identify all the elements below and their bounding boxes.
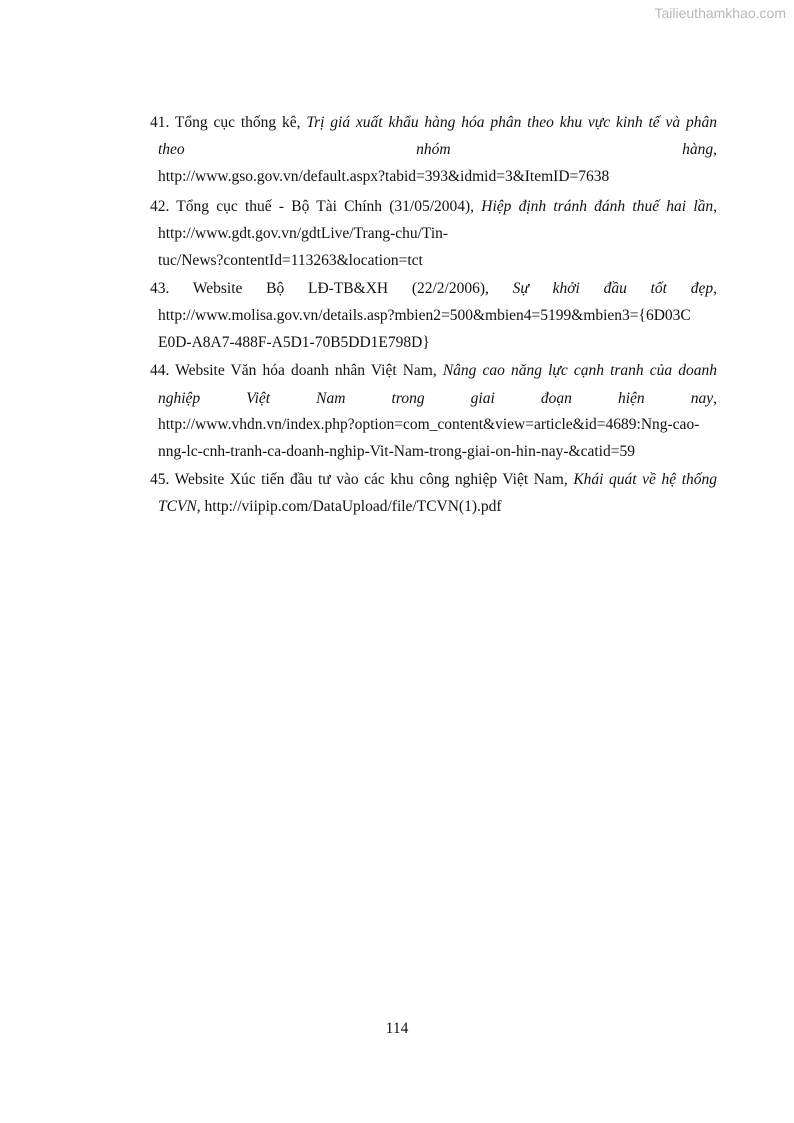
reference-text: 45. Website Xúc tiến đầu tư vào các khu công nghiệp Việt Nam, — [150, 471, 574, 488]
reference-title-text: theo nhóm hàng — [158, 141, 714, 158]
reference-title-text: Khái quát về hệ thống — [573, 471, 717, 488]
reference-text: 44. Website Văn hóa doanh nhân Việt Nam, — [150, 362, 443, 379]
reference-text: http://www.gdt.gov.vn/gdtLive/Trang-chu/Tin- — [158, 225, 449, 242]
reference-43-line — [158, 306, 691, 326]
watermark: Tailieuthamkhao.com — [654, 5, 786, 21]
reference-text: http://www.vhdn.vn/index.php?option=com_content&view=article&id=4689:Nng-cao- — [158, 416, 700, 433]
reference-43-line — [158, 333, 430, 353]
reference-title-text: Hiệp định tránh đánh thuế hai lần — [481, 198, 714, 215]
reference-text: 43. Website Bộ LĐ-TB&XH (22/2/2006), — [150, 280, 513, 297]
reference-41-line — [158, 167, 609, 187]
page-number: 114 — [385, 1020, 409, 1037]
reference-title-text: Nâng cao năng lực cạnh tranh của doanh — [442, 362, 717, 379]
reference-43-line — [150, 279, 717, 299]
reference-44-line — [150, 361, 717, 381]
reference-44-line — [158, 389, 717, 409]
reference-title-text: Sự khởi đầu tốt đẹp — [512, 280, 714, 297]
reference-text: , — [713, 141, 717, 158]
reference-text: 41. Tổng cục thống kê, — [150, 114, 307, 131]
reference-45-line — [158, 497, 502, 517]
reference-text: nng-lc-cnh-tranh-ca-doanh-nghip-Vit-Nam-trong-giai-on-hin-nay-&catid=59 — [158, 443, 635, 460]
reference-text: E0D-A8A7-488F-A5D1-70B5DD1E798D} — [158, 334, 430, 351]
reference-42-line — [150, 197, 717, 217]
reference-text: , — [713, 390, 717, 407]
reference-title-text: nghiệp Việt Nam trong giai đoạn hiện nay — [158, 390, 714, 407]
reference-text: , http://viipip.com/DataUpload/file/TCVN(1).pdf — [196, 498, 502, 515]
reference-text: http://www.gso.gov.vn/default.aspx?tabid=393&idmid=3&ItemID=7638 — [158, 168, 610, 185]
reference-title-text: TCVN — [158, 498, 197, 515]
reference-text: http://www.molisa.gov.vn/details.asp?mbien2=500&mbien4=5199&mbien3={6D03C — [158, 307, 691, 324]
reference-41-line — [158, 140, 717, 160]
reference-42-line — [158, 251, 423, 271]
reference-text: , — [713, 280, 717, 297]
reference-text: 42. Tổng cục thuế - Bộ Tài Chính (31/05/2004), — [150, 198, 482, 215]
reference-42-line — [158, 224, 448, 244]
reference-text: tuc/News?contentId=113263&location=tct — [158, 252, 423, 269]
reference-44-line — [158, 442, 635, 462]
reference-title-text: Trị giá xuất khẩu hàng hóa phân theo khu vực kinh tế và phân — [306, 114, 717, 131]
reference-41-line — [150, 113, 717, 133]
reference-45-line — [150, 470, 717, 490]
reference-text: , — [713, 198, 717, 215]
reference-44-line — [158, 415, 717, 435]
